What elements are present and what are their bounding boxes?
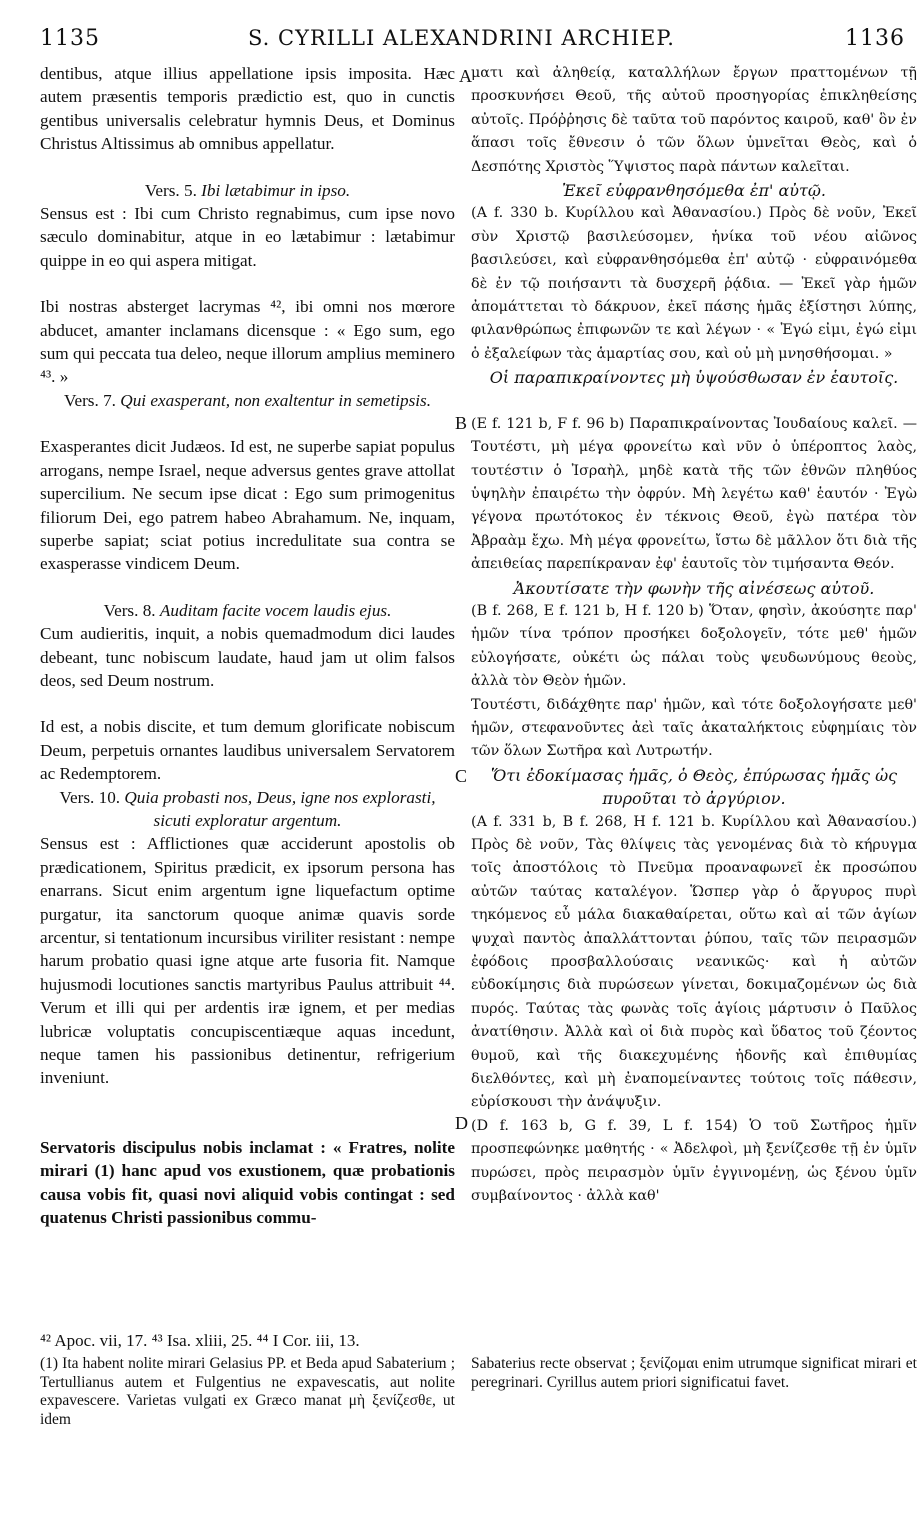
- latin-column: [40, 62, 455, 1229]
- greek-paragraph: ματι καὶ ἀληθείᾳ, καταλλήλων ἔργων πραττομένων τῇ προσκυνήσει Θεοῦ, τῆς αὐτοῦ προσηγορίας ἐπικληθείσης αὐτοῖς. Πρόῤῥησις δὲ ταῦτα τοῦ παρόντος καιροῦ, καθ' ὃν ἐν ἅπασι τοῖς ἔθνεσιν ὁ τῶν ὅλων ὑμνεῖται Θεὸς, καὶ ὁ Δεσπότης Χριστὸς Ὕψιστος παρὰ πάντων καλεῖται.: [471, 65, 917, 175]
- verse-heading-7: Vers. 7. Qui exasperant, non exaltentur in semetipsis.: [63, 390, 432, 410]
- running-title: S. CYRILLI ALEXANDRINI ARCHIEP.: [248, 26, 675, 50]
- margin-letter-d: D: [455, 1113, 468, 1133]
- latin-paragraph: Servatoris discipulus nobis inclamat : « Fratres, nolite mirari (1) hanc apud vos exustionem, quæ probationis causa vobis fit, quasi novi aliquid vobis contingat : sed quatenus Christi passionibus commu-: [40, 1137, 455, 1228]
- greek-verse-title-7: Οἱ παραπικραίνοντες μὴ ὑψούσθωσαν ἐν ἑαυτοῖς.: [489, 368, 899, 388]
- footnote-left: (1) Ita habent nolite mirari Gelasius PP. et Beda apud Sabaterium ; Tertullianus autem et Fulgentius ne expavescatis, aut nolite expavescere. Varietas vulgati ex Græco manat μὴ ξενίζεσθε, ut idem: [40, 1355, 455, 1428]
- verse-heading-10: Vers. 10. Quia probasti nos, Deus, igne nos explorasti, sicuti exploratur argentum.: [59, 787, 436, 830]
- page-number-right: 1136: [845, 26, 905, 51]
- margin-letter-c: C: [455, 766, 468, 786]
- margin-letter-b: B: [455, 413, 468, 433]
- greek-paragraph: Τουτέστι, διδάχθητε παρ' ἡμῶν, καὶ τότε δοξολογήσατε μεθ' ἡμῶν, στεφανοῦντες ἀεὶ ταῖς ἀκαταλήκτοις εὐφημίαις τὸν τῶν ὅλων Σωτῆρα καὶ Λυτρωτήν.: [471, 696, 917, 760]
- page-header: [0, 26, 923, 56]
- latin-paragraph: Sensus est : Ibi cum Christo regnabimus, cum ipse novo sæculo dominabitur, atque in eo lætabimur : lætabimur quippe in eo qui aspera mitigat.: [40, 204, 455, 270]
- greek-column: [471, 62, 917, 1209]
- latin-paragraph: Id est, a nobis discite, et tum demum glorificate nobiscum Deum, perpetuis ornantes laudibus universalem Servatorem ac Redemptorem.: [40, 717, 455, 784]
- greek-verse-title-8: Ἀκουτίσατε τὴν φωνὴν τῆς αἰνέσεως αὐτοῦ.: [513, 578, 875, 598]
- latin-paragraph: Exasperantes dicit Judæos. Id est, ne superbe sapiat populus arrogans, nempe Israel, neque adversus gentes grave attollat supercilium. Ne secum ipse dicat : Ego sum primogenitus filiorum Dei, ego patrem habeo Abrahamum. Ne, inquam, superbe sapiat; sciat potius incredulitate sua contra se exasperasse vindicem Deum.: [40, 437, 455, 574]
- greek-paragraph: (D f. 163 b, G f. 39, L f. 154) Ὁ τοῦ Σωτῆρος ἡμῖν προσπεφώνηκε μαθητής · « Ἀδελφοὶ, μὴ ξενίζεσθε τῇ ἐν ὑμῖν πυρώσει, πρὸς πειρασμὸν ὑμῖν ἐγγινομένῃ, ὡς ξένου ὑμῖν συμβαίνοντος · ἀλλὰ καθ': [471, 1117, 917, 1205]
- page-number-left: 1135: [40, 26, 100, 51]
- greek-verse-title-10: Ὅτι ἐδοκίμασας ἡμᾶς, ὁ Θεὸς, ἐπύρωσας ἡμᾶς ὡς πυροῦται τὸ ἀργύριον.: [490, 765, 898, 809]
- verse-heading-8: Vers. 8. Auditam facite vocem laudis ejus.: [103, 600, 392, 620]
- latin-paragraph: dentibus, atque illius appellatione ipsis imposita. Hæc autem præsentis temporis prædictio est, quo in cunctis gentibus universalis celebratur hymnis Deus, et Dominus Christus Altissimus ab omnibus appellatur.: [40, 64, 455, 154]
- footnote-right: Sabaterius recte observat ; ξενίζομαι enim utrumque significat mirari et peregrinari. Cyrillus autem priori significatui favet.: [471, 1355, 917, 1391]
- scripture-references: ⁴² Apoc. vii, 17. ⁴³ Isa. xliii, 25. ⁴⁴ I Cor. iii, 13.: [40, 1331, 360, 1350]
- greek-paragraph: (A f. 331 b, B f. 268, H f. 121 b. Κυρίλλου καὶ Ἀθανασίου.) Πρὸς δὲ νοῦν, Τὰς θλίψεις τὰς γενομένας διὰ τὸ κήρυγμα τοῖς ἀποστόλοις τὸ Πνεῦμα προαναφωνεῖ ἐκ προσώπου αὐτῶν ταύτας καταλέγον. Ὥσπερ γὰρ ὁ ἄργυρος πυρὶ τηκόμενος εὖ μάλα διακαθαίρεται, οὕτω καὶ αἱ τῶν ἁγίων ψυχαὶ παντὸς ἀπαλλάττονται ῥύπου, ταῖς τῶν πειρασμῶν ἐφόδοις προσβαλλούσαις νεανικῶς· καὶ ἡ αὐτῶν εὐδοκίμησις διὰ πυρώσεων γίνεται, δοκιμαζομένων ὡς διὰ πυρός. Ταύτας τὰς φωνὰς τοῖς ἁγίοις μάρτυσιν ὁ Παῦλος ἀνατίθησιν. Ἀλλὰ καὶ οἱ διὰ πυρὸς καὶ ὕδατος τοῦ ζέοντος θυμοῦ, καὶ τῆς διακεχυμένης ἡδονῆς καὶ ἐπιθυμίας διελθόντες, καὶ μὴ ἐναπομείναντες τούτοις τοῖς πάθεσιν, εὑρίσκουσι τὴν ἀνάψυξιν.: [471, 813, 917, 1111]
- verse-heading-5: Vers. 5. Ibi lætabimur in ipso.: [144, 180, 351, 200]
- greek-paragraph: (A f. 330 b. Κυρίλλου καὶ Ἀθανασίου.) Πρὸς δὲ νοῦν, Ἐκεῖ σὺν Χριστῷ βασιλεύσομεν, ἡνίκα τοῦ νέου αἰῶνος βασιλεύσει, καὶ εὐφρανθησόμεθα ἐπ' αὐτῷ · εὐφραινόμεθα δὲ ἐν τῷ ποιήσαντι τὰ δυσχερῆ ῥᾴδια. — Ἐκεῖ γὰρ ἡμῶν ἀπομάττεται τὸ δάκρυον, ἐκεῖ πάσης ἡμᾶς ἐξίστησι λύπης, φιλανθρώπως ἐπιφωνῶν τε καὶ λέγων · « Ἐγώ εἰμι, ἐγώ εἰμι ὁ ἐξαλείφων τὰς ἁμαρτίας σου, καὶ οὐ μὴ μνησθήσομαι. »: [471, 205, 917, 362]
- margin-letter-a: A: [459, 66, 472, 86]
- greek-verse-title-5: Ἐκεῖ εὐφρανθησόμεθα ἐπ' αὐτῷ.: [562, 181, 826, 201]
- greek-paragraph: (B f. 268, E f. 121 b, H f. 120 b) Ὅταν, φησὶν, ἀκούσητε παρ' ἡμῶν τίνα τρόπον προσήκει δοξολογεῖν, τότε μεθ' ἡμῶν εὐλογήσατε, οὐκέτι ὡς πάλαι τοὺς ψευδωνύμους θεοὺς, ἀλλὰ τὸν Θεὸν ἡμῶν.: [471, 602, 917, 690]
- greek-paragraph: (E f. 121 b, F f. 96 b) Παραπικραίνοντας Ἰουδαίους καλεῖ. — Τουτέστι, μὴ μέγα φρονείτω καὶ νῦν ὁ ὑπέροπτος λαὸς, τουτέστιν ὁ Ἰσραὴλ, μηδὲ κατὰ τῆς τῶν ἐθνῶν πληθύος ὑψηλὴν ἐπαιρέτω τὴν ὀφρύν. Μὴ λεγέτω καθ' ἑαυτόν · Ἐγὼ γέγονα πρωτότοκος ἐν τέκνοις Θεοῦ, ἐγὼ πατέρα τὸν Ἀβραὰμ ἔχω. Μὴ μέγα φρονείτω, ἴστω δὲ μᾶλλον ὅτι διὰ τῆς ἀπειθείας παρεπίκραναν ἐφ' ἑαυτοῖς τὸν τιμήσαντα Θεόν.: [471, 415, 917, 573]
- latin-paragraph: Sensus est : Afflictiones quæ acciderunt apostolis ob prædicationem, Spiritus prædicit, ex ipsorum persona has enarrans. Sicut enim argentum igne liquefactum optime purgatur, ita sanctorum quoque animæ quavis sorde arcentur, si tentationum incursibus viriliter resistant : nempe harum probatio quasi igne atque arte fusoria fit. Namque hujusmodi locutiones sanctis martyribus Paulus attribuit ⁴⁴. Verum et illi qui per ardentis iræ ignem, et per medias lubricæ voluptatis concupiscentiæque aquas incedunt, neque tamen his passionibus detinentur, refrigerium inveniunt.: [40, 834, 455, 1088]
- latin-paragraph: Ibi nostras absterget lacrymas ⁴², ibi omni nos mœrore abducet, amanter inclamans dicensque : « Ego sum, ego sum qui peccata tua deleo, neque illorum amplius meminero ⁴³. »: [40, 297, 455, 387]
- latin-paragraph: Cum audieritis, inquit, a nobis quemadmodum dici laudes debeant, tunc nobiscum laudate, haud jam ut olim falsos deos, sed Deum nostrum.: [40, 624, 455, 690]
